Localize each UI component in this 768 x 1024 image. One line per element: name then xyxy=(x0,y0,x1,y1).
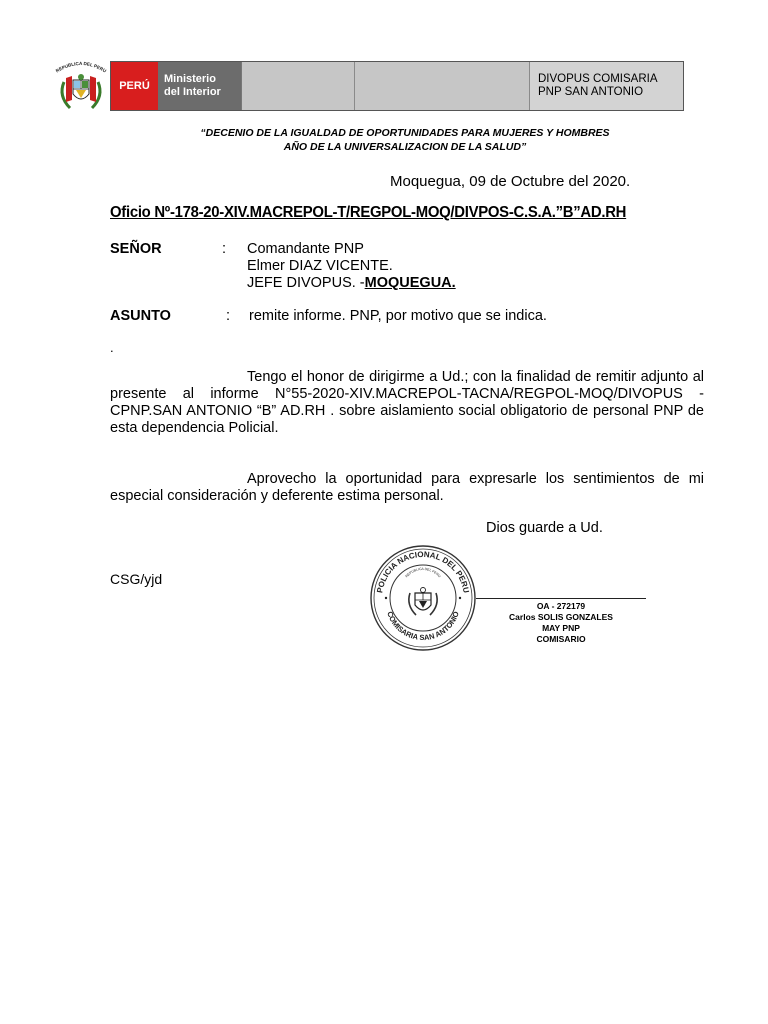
body-paragraph-2-text: Aprovecho la oportunidad para expresarle los sentimientos de mi especial consideración y deferente estima personal. xyxy=(110,471,704,504)
body-paragraph-1 xyxy=(110,369,704,437)
place-date: Moquegua, 09 de Octubre del 2020. xyxy=(390,173,631,190)
body-paragraph-2 xyxy=(110,471,704,505)
subject-text: remite informe. PNP, por motivo que se indica. xyxy=(249,308,547,324)
recipient-label: SEÑOR xyxy=(110,241,162,257)
ministry-label xyxy=(158,62,242,110)
ministry-label-line-1: Ministerio xyxy=(164,73,216,85)
initials: CSG/yjd xyxy=(110,571,163,587)
recipient-line-1: Comandante PNP xyxy=(247,241,364,257)
unit-label xyxy=(530,62,683,110)
signature-position: COMISARIO xyxy=(536,634,586,644)
header-gray-cell-1 xyxy=(242,62,355,110)
unit-label-line-1: DIVOPUS COMISARIA xyxy=(538,73,658,85)
institutional-header-band xyxy=(110,61,684,111)
stray-dot: . xyxy=(110,340,114,355)
signature-rank: MAY PNP xyxy=(542,623,580,633)
svg-text:POLICIA NACIONAL DEL PERU: POLICIA NACIONAL DEL PERU xyxy=(375,549,471,594)
recipient-line-2: Elmer DIAZ VICENTE. xyxy=(247,258,393,274)
decree-line-1: “DECENIO DE LA IGUALDAD DE OPORTUNIDADES PARA MUJERES Y HOMBRES xyxy=(200,127,610,139)
svg-text:REPUBLICA DEL PERU: REPUBLICA DEL PERU xyxy=(404,566,442,579)
recipient-line-3 xyxy=(247,275,456,291)
recipient-colon: : xyxy=(222,241,227,257)
police-seal-stamp xyxy=(368,543,478,653)
svg-text:COMISARIA SAN ANTONIO: COMISARIA SAN ANTONIO xyxy=(385,610,461,643)
peru-coat-of-arms-logo xyxy=(50,60,112,114)
header-gray-cell-2 xyxy=(355,62,530,110)
recipient-place: MOQUEGUA. xyxy=(364,275,456,291)
ministry-label-line-2: del Interior xyxy=(164,86,221,98)
svg-text:REPUBLICA DEL PERU: REPUBLICA DEL PERU xyxy=(54,60,108,74)
peru-label: PERÚ xyxy=(111,62,158,110)
closing-salutation: Dios guarde a Ud. xyxy=(486,520,603,536)
document-reference-title: Oficio Nº-178-20-XIV.MACREPOL-T/REGPOL-MOQ/DIVPOS-C.S.A.”B”AD.RH xyxy=(110,204,627,221)
signature-line xyxy=(476,598,646,599)
subject-colon: : xyxy=(226,308,231,324)
signature-name: Carlos SOLIS GONZALES xyxy=(509,612,613,622)
decree-line-2: AÑO DE LA UNIVERSALIZACION DE LA SALUD” xyxy=(283,141,527,153)
subject-label: ASUNTO xyxy=(110,308,171,324)
unit-label-line-2: PNP SAN ANTONIO xyxy=(538,86,644,98)
body-paragraph-1-text: Tengo el honor de dirigirme a Ud.; con la finalidad de remitir adjunto al presente al informe N°55-2020-XIV.MACREPOL-TACNA/REGPOL-MOQ/DIVOPUS -CPNP.SAN ANTONIO “B” AD.RH . sobre aislamiento social obligatorio de personal PNP de esta dependencia Policial. xyxy=(110,369,704,436)
signature-id: OA - 272179 xyxy=(536,601,586,611)
recipient-line-3-prefix: JEFE DIVOPUS. - xyxy=(247,275,365,291)
